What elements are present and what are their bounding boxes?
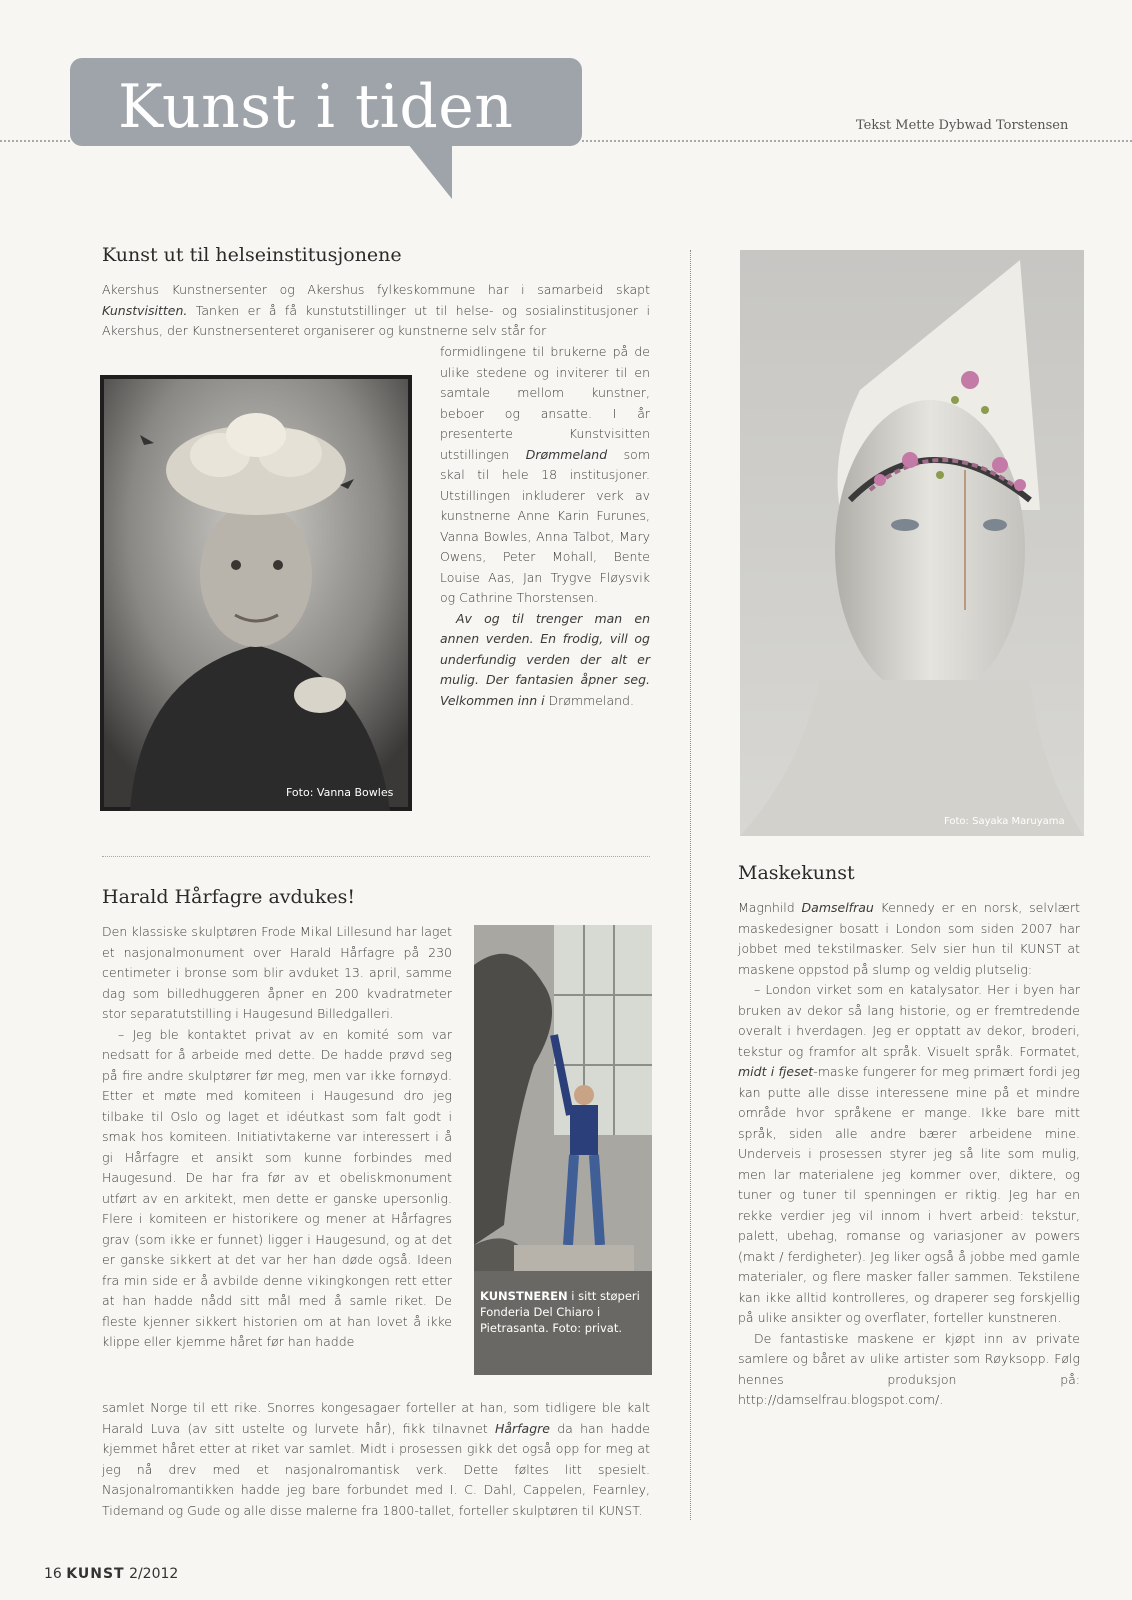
article-helse-intro: Akershus Kunstnersenter og Akershus fylkeskommune har i samarbeid skapt Kunstvisitten. Tanken er å få kunstutstillinger ut til helse- og sosialinstitusjoner i Akershus, der Kunstnersenteret organiserer og kunstnerne selv står for <box>102 282 650 338</box>
photo-credit-bowles: Foto: Vanna Bowles <box>286 786 394 799</box>
article-maskekunst-body: Magnhild Damselfrau Kennedy er en norsk, selvlært maskedesigner bosatt i London som siden 2007 har jobbet med tekstilmasker. Selv sier hun til KUNST at maskene oppstod på slump og veldig plutselig: – London virket som en katalysator. Her i byen har bruken av dekor så lang historie, og er fremtredende overalt i hverdagen. Jeg er opptatt av dekor, broderi, tekstur og framfor alt språk. Visuelt språk. Formatet, midt i fjeset-maske fungerer for meg primært fordi jeg kan putte alle disse interessene mine på et mindre område hvor språkene er mange. Ikke bare mitt språk, siden alle andre bærer arbeidene mine. Underveis i prosessen styrer jeg så lite som mulig, men lar materialene jeg kommer over, diktere, og tuner og tuner til spenningen er riktig. Jeg har en rekke verdier jeg vil innom i hvert arbeid: tekstur, palett, ubehag, romanse og variasjoner av powers (makt / ferdigheter). Jeg liker også å jobbe med gamle materialer, og flere masker faller sammen. Tekstilene kan ikke alltid kontrolleres, og draperer seg forskjellig på ulike ansikter og overflater, forteller kunstneren. De fantastiske maskene er kjøpt inn av private samlere og båret av ulike artister som Røyksopp. Følg hennes produksjon på: http://damselfrau.blogspot.com/. <box>738 900 1081 1407</box>
article-separator <box>102 856 650 857</box>
article-heading-harfagre: Harald Hårfagre avdukes! <box>102 886 356 908</box>
photo-woman-flower-crown-image <box>100 375 412 811</box>
section-title: Kunst i tiden <box>118 72 514 142</box>
header-rule-right <box>582 140 1132 142</box>
photo-caption-sculptor: KUNSTNEREN i sitt støperi Fonderia Del Chiaro i Pietrasanta. Foto: privat. <box>480 1289 640 1335</box>
magazine-name: KUNST <box>66 1566 125 1582</box>
issue-number: 2/2012 <box>129 1566 179 1582</box>
article-helse-body: formidlingene til brukerne på de ulike stedene og inviterer til en samtale mellom kunstner, beboer og ansatte. I år presenterte Kunstvisitten utstillingen Drømmeland som skal til hele 18 institusjoner. Utstillingen inkluderer verk av kunstnerne Anne Karin Furunes, Vanna Bowles, Anna Talbot, Mary Owens, Peter Mohall, Bente Louise Aas, Jan Trygve Fløysvik og Cathrine Thorstensen. Av og til trenger man en annen verden. En frodig, vill og underfundig verden der alt er mulig. Der fantasien åpner seg. Velkommen inn i Drømmeland. <box>440 344 650 708</box>
page-number: 16 <box>44 1566 62 1582</box>
article-harfagre-body: Den klassiske skulptøren Frode Mikal Lillesund har laget et nasjonalmonument over Harald Hårfagre på 230 centimeter i bronse som blir avduket 13. april, samme dag som billedhuggeren åpner en 200 kvadratmeter stor separatutstilling i Haugesund Billedgalleri. – Jeg ble kontaktet privat av en komité som var nedsatt for å arbeide med dette. De hadde prøvd seg på fire andre skulptører før meg, men var ikke fornøyd. Etter et møte med komiteen i Haugesund dro jeg tilbake til Oslo og laget et idéutkast som falt godt i smak hos komiteen. Initiativtakerne var interessert i å gi Hårfagre et ansikt som kunne forbindes med Haugesund. De har fra før av et obeliskmonument utført av en arkitekt, men dette er ganske upersonlig. Flere i komiteen er historikere og mener at Hårfagres grav (som ikke er funnet) ligger i Haugesund, og at det er ganske sikkert at det var her han døde også. Ideen fra min side er å avbilde denne vikingkongen rett etter at han hadde nådd sitt mål med å samle riket. De fleste kjenner sikkert historien om at han lovet å ikke klippe eller kjemme håret før han hadde <box>102 924 452 1349</box>
article-heading-helse: Kunst ut til helseinstitusjonene <box>102 244 402 266</box>
header-rule-left <box>0 140 70 142</box>
byline: Tekst Mette Dybwad Torstensen <box>856 118 1069 133</box>
article-harfagre-body-cont: samlet Norge til ett rike. Snorres kongesagaer forteller at han, som tidligere ble kalt Harald Luva (av sitt ustelte og lurvete hår), fikk tilnavnet Hårfagre da han hadde kjemmet håret etter at riket var samlet. Midt i prosessen gikk det også opp for meg at jeg nå drev med et nasjonalromantisk verk. Dette føltes litt spesielt. Nasjonalromantikken hadde jeg bare forbundet med I. C. Dahl, Cappelen, Fearnley, Tidemand og Gude og alle disse malerne fra 1800-tallet, forteller skulptøren til KUNST. <box>102 1400 650 1518</box>
photo-credit-maruyama: Foto: Sayaka Maruyama <box>944 816 1065 827</box>
photo-textile-mask-image <box>740 250 1084 836</box>
photo-woman-flower-crown <box>100 375 412 811</box>
column-divider <box>690 250 691 1520</box>
article-heading-maskekunst: Maskekunst <box>738 862 855 884</box>
photo-textile-mask <box>740 250 1084 836</box>
section-label-tail <box>408 144 452 199</box>
page-footer <box>44 1566 178 1582</box>
